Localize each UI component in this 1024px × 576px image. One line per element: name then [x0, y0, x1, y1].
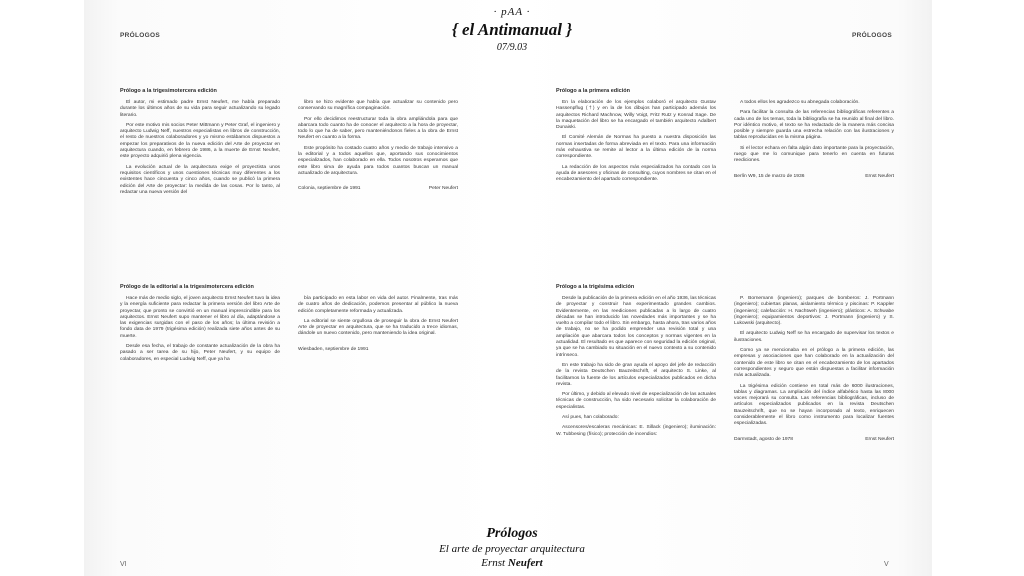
paragraph: La redacción de los aspectos más especializados ha contado con la ayuda de asesores y oficinas de consulting, cuyos nombres se citan en el encabezamiento del apartado correspondiente.	[556, 164, 716, 183]
place-date: Colonia, septiembre de 1991	[298, 186, 361, 192]
author-first-name: Ernst	[481, 557, 506, 569]
paragraph: El Comité Alemán de Normas ha puesto a nuestra disposición las normas insertadas de forma abreviada en el texto. Para una información más exhaustiva se remite al lector a la última edición de la norma correspondiente.	[556, 135, 716, 160]
paragraph: En la elaboración de los ejemplos colaboró el arquitecto Gustav Hassenpflug (†) y en la de los dibujos han participado además los arquitectos Richard Machnow, Willy Voigt, Fritz Rutz y Konrad Sage. De la maquetación del libro se ha encargado el también arquitecto Adalbert Dunaiski.	[556, 100, 716, 131]
section-title: Prólogo a la primera edición	[556, 88, 630, 94]
footer-author	[0, 557, 1024, 569]
running-head-left: PRÓLOGOS	[120, 32, 160, 39]
preface-33rd-edition	[120, 88, 458, 200]
preface-1st-edition	[556, 88, 894, 188]
paragraph: Este propósito ha costado cuatro años y medio de trabajo intensivo a la editorial y a todos aquellos que, aportando sus conocimientos especializados, han colaborado en ella. Todos nosotros esperamos que este libro sirva de ayuda para todos cuantos buscan un manual actualizado de arquitectura.	[298, 145, 458, 176]
paragraph: El arquitecto Ludwig Neff se ha encargado de supervisar los textos e ilustraciones.	[734, 331, 894, 343]
paragraph: Como ya se mencionaba en el prólogo a la primera edición, las empresas y asociaciones que han colaborado en la actualización del contenido de este libro se citan en el encabezamiento de los apartados correspondientes y seguro que están dispuestas a facilitar información más actualizada.	[734, 348, 894, 379]
paragraph: P. Bornemann (ingeniero); parques de bomberos: J. Portmann (ingeniero); cubiertas planas, aislamiento térmico y piscinas: P. Kappler (ingeniero); calefacción: H. Nachtweh (ingeniero); plásticos: A. Schwabe (ingeniero); equipamientos deportivos: J. Portmann (ingeniero) y S. Lukowski (arquitecto).	[734, 296, 894, 327]
text-column-right	[734, 296, 894, 442]
paragraph: libro se hizo evidente que había que actualizar su contenido pero conservando su magnífica compaginación.	[298, 100, 458, 112]
paragraph: Desde la publicación de la primera edición en el año 1936, las técnicas de proyectar y construir han experimentado grandes cambios. Evidentemente, en las reediciones publicadas a lo largo de cuatro décadas se han introducido las novedades más importantes y se ha vuelto a compilar todo el libro. Sin embargo, hasta ahora, tras varios años de trabajo, no se ha podido emprender una revisión total y una ampliación que abarcara todos los conceptos y normas vigentes en la actualidad. El resultado es que aparece con seguridad la edición original, ya que se ha cambiado su situación en el nuevo contexto a su contenido intrínseco.	[556, 296, 716, 358]
paragraph: Ascensores/escaleras mecánicas: E. Sillack (ingeniero); iluminación: W. Tubbesing (físico); protección de incendios:	[556, 425, 716, 437]
page-title: { el Antimanual }	[451, 20, 573, 39]
paragraph: Por este motivo mis socios Peter Mittmann y Peter Graf, el ingeniero y arquitecto Ludwig Neff, nuestros especialistas en libros de construcción, el resto de nuestros colaboradores y yo mismo estábamos dispuestos a empezar los preparativos de la nueva edición del Arte de proyectar en arquitectura cuando, en febrero de 1986, a la muerte de Ernst Neufert, este proyecto adquirió plena vigencia.	[120, 122, 280, 160]
paragraph: A todos ellos les agradezco su abnegada colaboración.	[740, 100, 860, 105]
signature-line	[734, 174, 894, 179]
place-date: Darmstadt, agosto de 1978	[734, 436, 793, 442]
paragraph: Si el lector echara en falta algún dato importante para la proyectación, ruego que me lo comunique para tenerlo en cuenta en futuras reediciones.	[734, 145, 894, 164]
folio-left: VI	[120, 561, 127, 568]
author-last-name: Neufert	[507, 557, 543, 569]
footer-title: Prólogos	[486, 526, 538, 541]
running-head-right: PRÓLOGOS	[852, 32, 892, 39]
text-column-left	[556, 100, 716, 188]
series-mark: · pAA ·	[493, 6, 531, 18]
paragraph: Así pues, han colaborado:	[562, 415, 619, 421]
signature-line	[298, 186, 458, 191]
place-date: Wiesbaden, septiembre de 1991	[298, 346, 369, 352]
paragraph: Por último, y debido al elevado nivel de especialización de las actuales técnicas de construcción, ha sido necesario solicitar la colaboración de especialistas.	[556, 392, 716, 410]
paragraph: La evolución actual de la arquitectura exige el proyectista unos requisitos científicos y unos cuestiones técnicas muy diferentes a los existentes hace cincuenta y cinco años, cuando se publicó la primera edición del Arte de proyectar: la medida de las cosas. Por lo tanto, al redactar una nueva versión del	[120, 164, 280, 195]
preface-30th-edition	[556, 284, 894, 442]
signature-author: Ernst Neufert	[865, 436, 894, 442]
text-column-left	[120, 100, 280, 200]
paragraph: Hace más de medio siglo, el joven arquitecto Ernst Neufert tuvo la idea y la energía suficiente para redactar la primera versión del libro Arte de proyectar, que pronto se convirtió en un manual imprescindible para los arquitectos. Ernst Neufert supo mantener el libro al día, adaptándose a las exigencias surgidas con el paso de los años; la última revisión a fondo data de 1979 (trigésima edición) realizada siete años antes de su muerte.	[120, 296, 280, 339]
paragraph: La trigésima edición contiene en total más de 6000 ilustraciones, tablas y diagramas. La ampliación del índice alfabético hasta las 8000 voces mejorará su consulta. Las referencias bibliográficas, incluso de artículos especializados publicados en la revista Deutschen Bauzeitschrift, que no se hayan incorporado al texto, enriquecen considerablemente el libro como instrumento para localizar fuentes especializadas.	[734, 383, 894, 427]
text-column-right	[298, 296, 458, 367]
paragraph: Para facilitar la consulta de las referencias bibliográficas referentes a cada uno de los temas, toda la bibliografía se ha reunido al final del libro. Por idéntico motivo, el texto se ha redactado de la manera más concisa posible y siempre guarda una estrecha relación con las ilustraciones y tablas reproducidas en la misma página.	[734, 110, 894, 141]
section-title: Prólogo de la editorial a la trigesimotercera edición	[120, 284, 254, 290]
folio-right: V	[884, 561, 889, 568]
publisher-preface-33rd-edition	[120, 284, 458, 367]
signature-line	[734, 437, 894, 442]
text-column-left	[556, 296, 716, 442]
paragraph: En este trabajo ha sido de gran ayuda el apoyo del jefe de redacción de la revista Deutschen Bauzeitschrift, el arquitecto S. Linke, al facilitarnos la fuente de los artículos especializados publicados en dicha revista.	[556, 362, 716, 387]
issue-date: 07/9.03	[496, 42, 528, 53]
signature-author: Peter Neufert	[428, 186, 458, 192]
paragraph: Por ello decidimos reestructurar toda la obra ampliándola para que abarcara todo cuanto ha de conocer el arquitecto a la hora de proyectar, todo lo que ha de saber, pero manteniéndonos fieles a la obra de Ernst Neufert en cuanto a la forma.	[298, 116, 458, 141]
paragraph: Desde esa fecha, el trabajo de constante actualización de la obra ha pasado a ser tarea de su hijo, Peter Neufert, y su equipo de colaboradores, en especial Ludwig Neff, que ya ha	[120, 344, 280, 362]
text-column-right	[734, 100, 894, 188]
paragraph: La editorial se siente orgullosa de proseguir la obra de Ernst Neufert Arte de proyectar en arquitectura, que se ha traducido a trece idiomas, dándole un nuevo contenido, pero manteniendo la idea original.	[298, 318, 458, 337]
section-title: Prólogo a la trigesimotercera edición	[120, 88, 217, 94]
footer-subtitle: El arte de proyectar arquitectura	[439, 543, 585, 555]
text-column-right	[298, 100, 458, 200]
signature-line	[298, 347, 458, 352]
signature-author: Ernst Neufert	[865, 173, 894, 179]
paragraph: El autor, mi estimado padre Ernst Neufert, me había preparado durante los últimos años de su vida para seguir actualizando su legado literario.	[120, 100, 280, 118]
place-date: Berlín W9, 15 de marzo de 1936	[734, 173, 805, 179]
paragraph: bía participado en esta labor en vida del autor. Finalmente, tras más de cuatro años de dedicación, podemos presentar al público la nueva edición completamente reformada y actualizada.	[298, 296, 458, 314]
section-title: Prólogo a la trigésima edición	[556, 284, 635, 290]
text-column-left	[120, 296, 280, 367]
